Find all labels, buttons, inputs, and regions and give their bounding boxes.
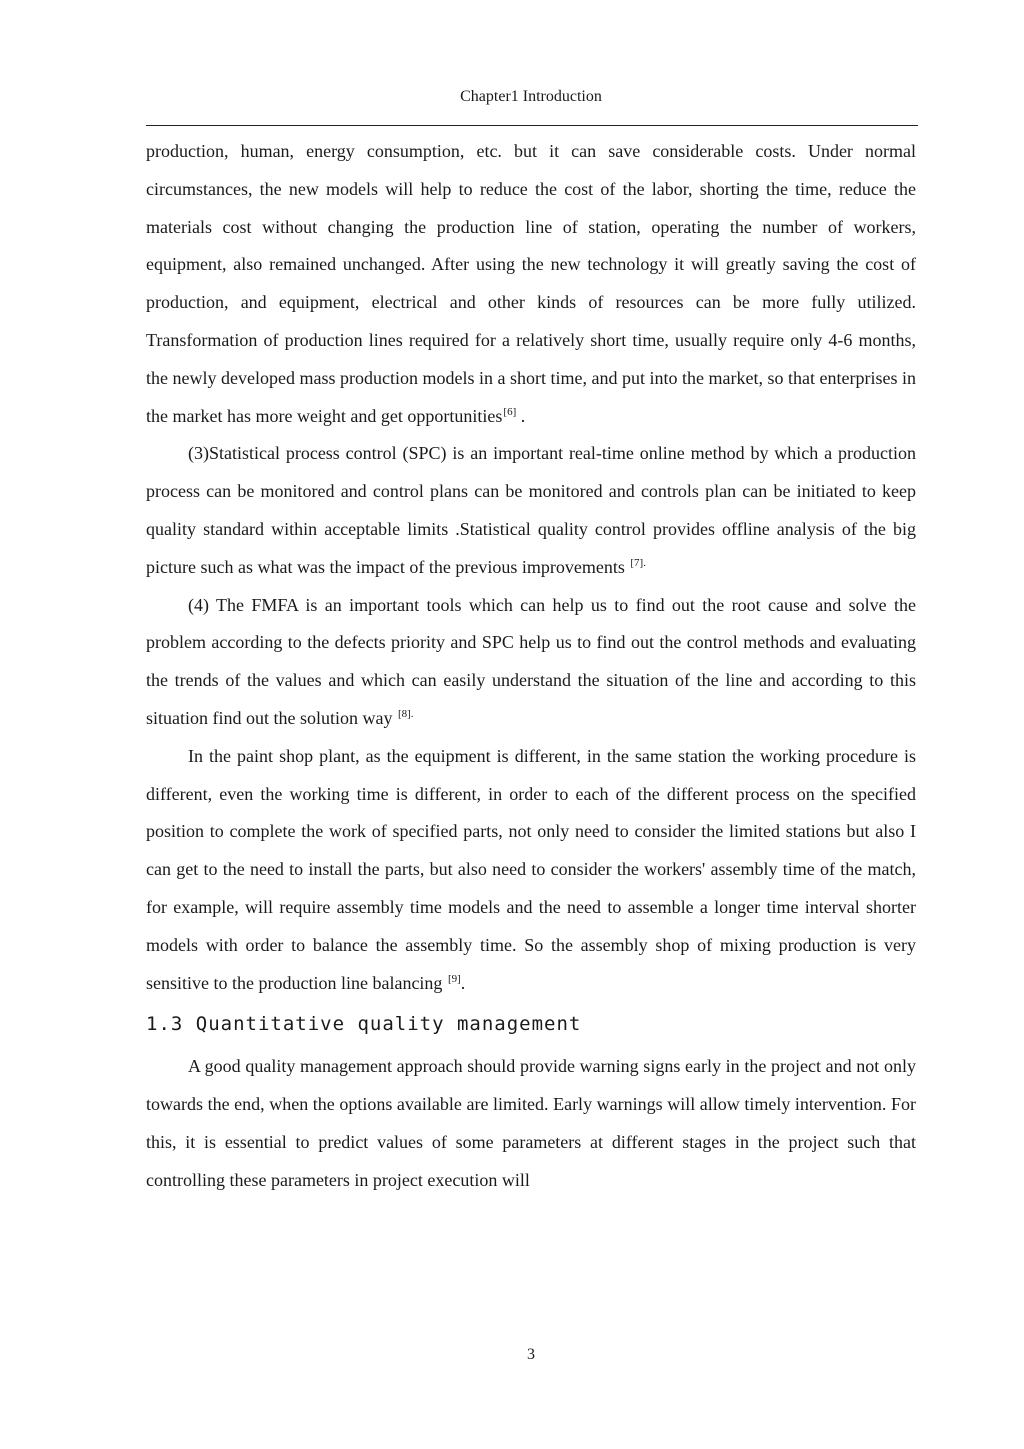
paragraph-2: [146, 435, 916, 586]
paragraph-4-text: In the paint shop plant, as the equipment is different, in the same station the working procedure is different, even the working time is different, in order to each of the different process on the specified position to complete the work of specified parts, not only need to consider the limited stations but also I can get to the need to install the parts, but also need to consider the workers' assembly time of the match, for example, will require assembly time models and the need to assemble a longer time interval shorter models with order to balance the assembly time. So the assembly shop of mixing production is very sensitive to the production line balancing: [146, 745, 916, 993]
paragraph-2-text: (3)Statistical process control (SPC) is an important real-time online method by which a production process can be monitored and control plans can be monitored and controls plan can be initiated to keep quality standard within acceptable limits .Statistical quality control provides offline analysis of the big picture such as what was the impact of the previous improvements: [146, 443, 916, 577]
citation-9: [9]: [447, 972, 461, 985]
paragraph-1: [146, 133, 916, 435]
paragraph-4: [146, 738, 916, 1003]
body-text: [146, 133, 916, 1200]
paragraph-3: [146, 587, 916, 738]
paragraph-1-text: production, human, energy consumption, etc. but it can save considerable costs. Under normal circumstances, the new models will help to reduce the cost of the labor, shorting the time, reduce the materials cost without changing the production line of station, operating the number of workers, equipment, also remained unchanged. After using the new technology it will greatly saving the cost of production, and equipment, electrical and other kinds of resources can be more fully utilized. Transformation of production lines required for a relatively short time, usually require only 4-6 months, the newly developed mass production models in a short time, and put into the market, so that enterprises in the market has more weight and get opportunities: [146, 141, 916, 426]
paragraph-3-text: (4) The FMFA is an important tools which can help us to find out the root cause and solve the problem according to the defects priority and SPC help us to find out the control methods and evaluating the trends of the values and which can easily understand the situation of the line and according to this situation find out the solution way: [146, 594, 916, 728]
paragraph-4-tail: .: [460, 972, 466, 993]
page-number: 3: [527, 1346, 535, 1363]
citation-8: [8].: [397, 707, 414, 720]
running-header: Chapter1 Introduction: [460, 88, 602, 105]
citation-7: [7].: [630, 556, 646, 569]
section-heading: 1.3 Quantitative quality management: [146, 1013, 582, 1036]
paragraph-1-tail: .: [516, 405, 526, 426]
citation-6: [6]: [503, 405, 517, 418]
header-rule: [146, 125, 918, 126]
paragraph-5: A good quality management approach should provide warning signs early in the project and not only towards the end, when the options available are limited. Early warnings will allow timely intervention. For this, it is essential to predict values of some parameters at different stages in the project such that controlling these parameters in project execution will: [146, 1056, 916, 1190]
